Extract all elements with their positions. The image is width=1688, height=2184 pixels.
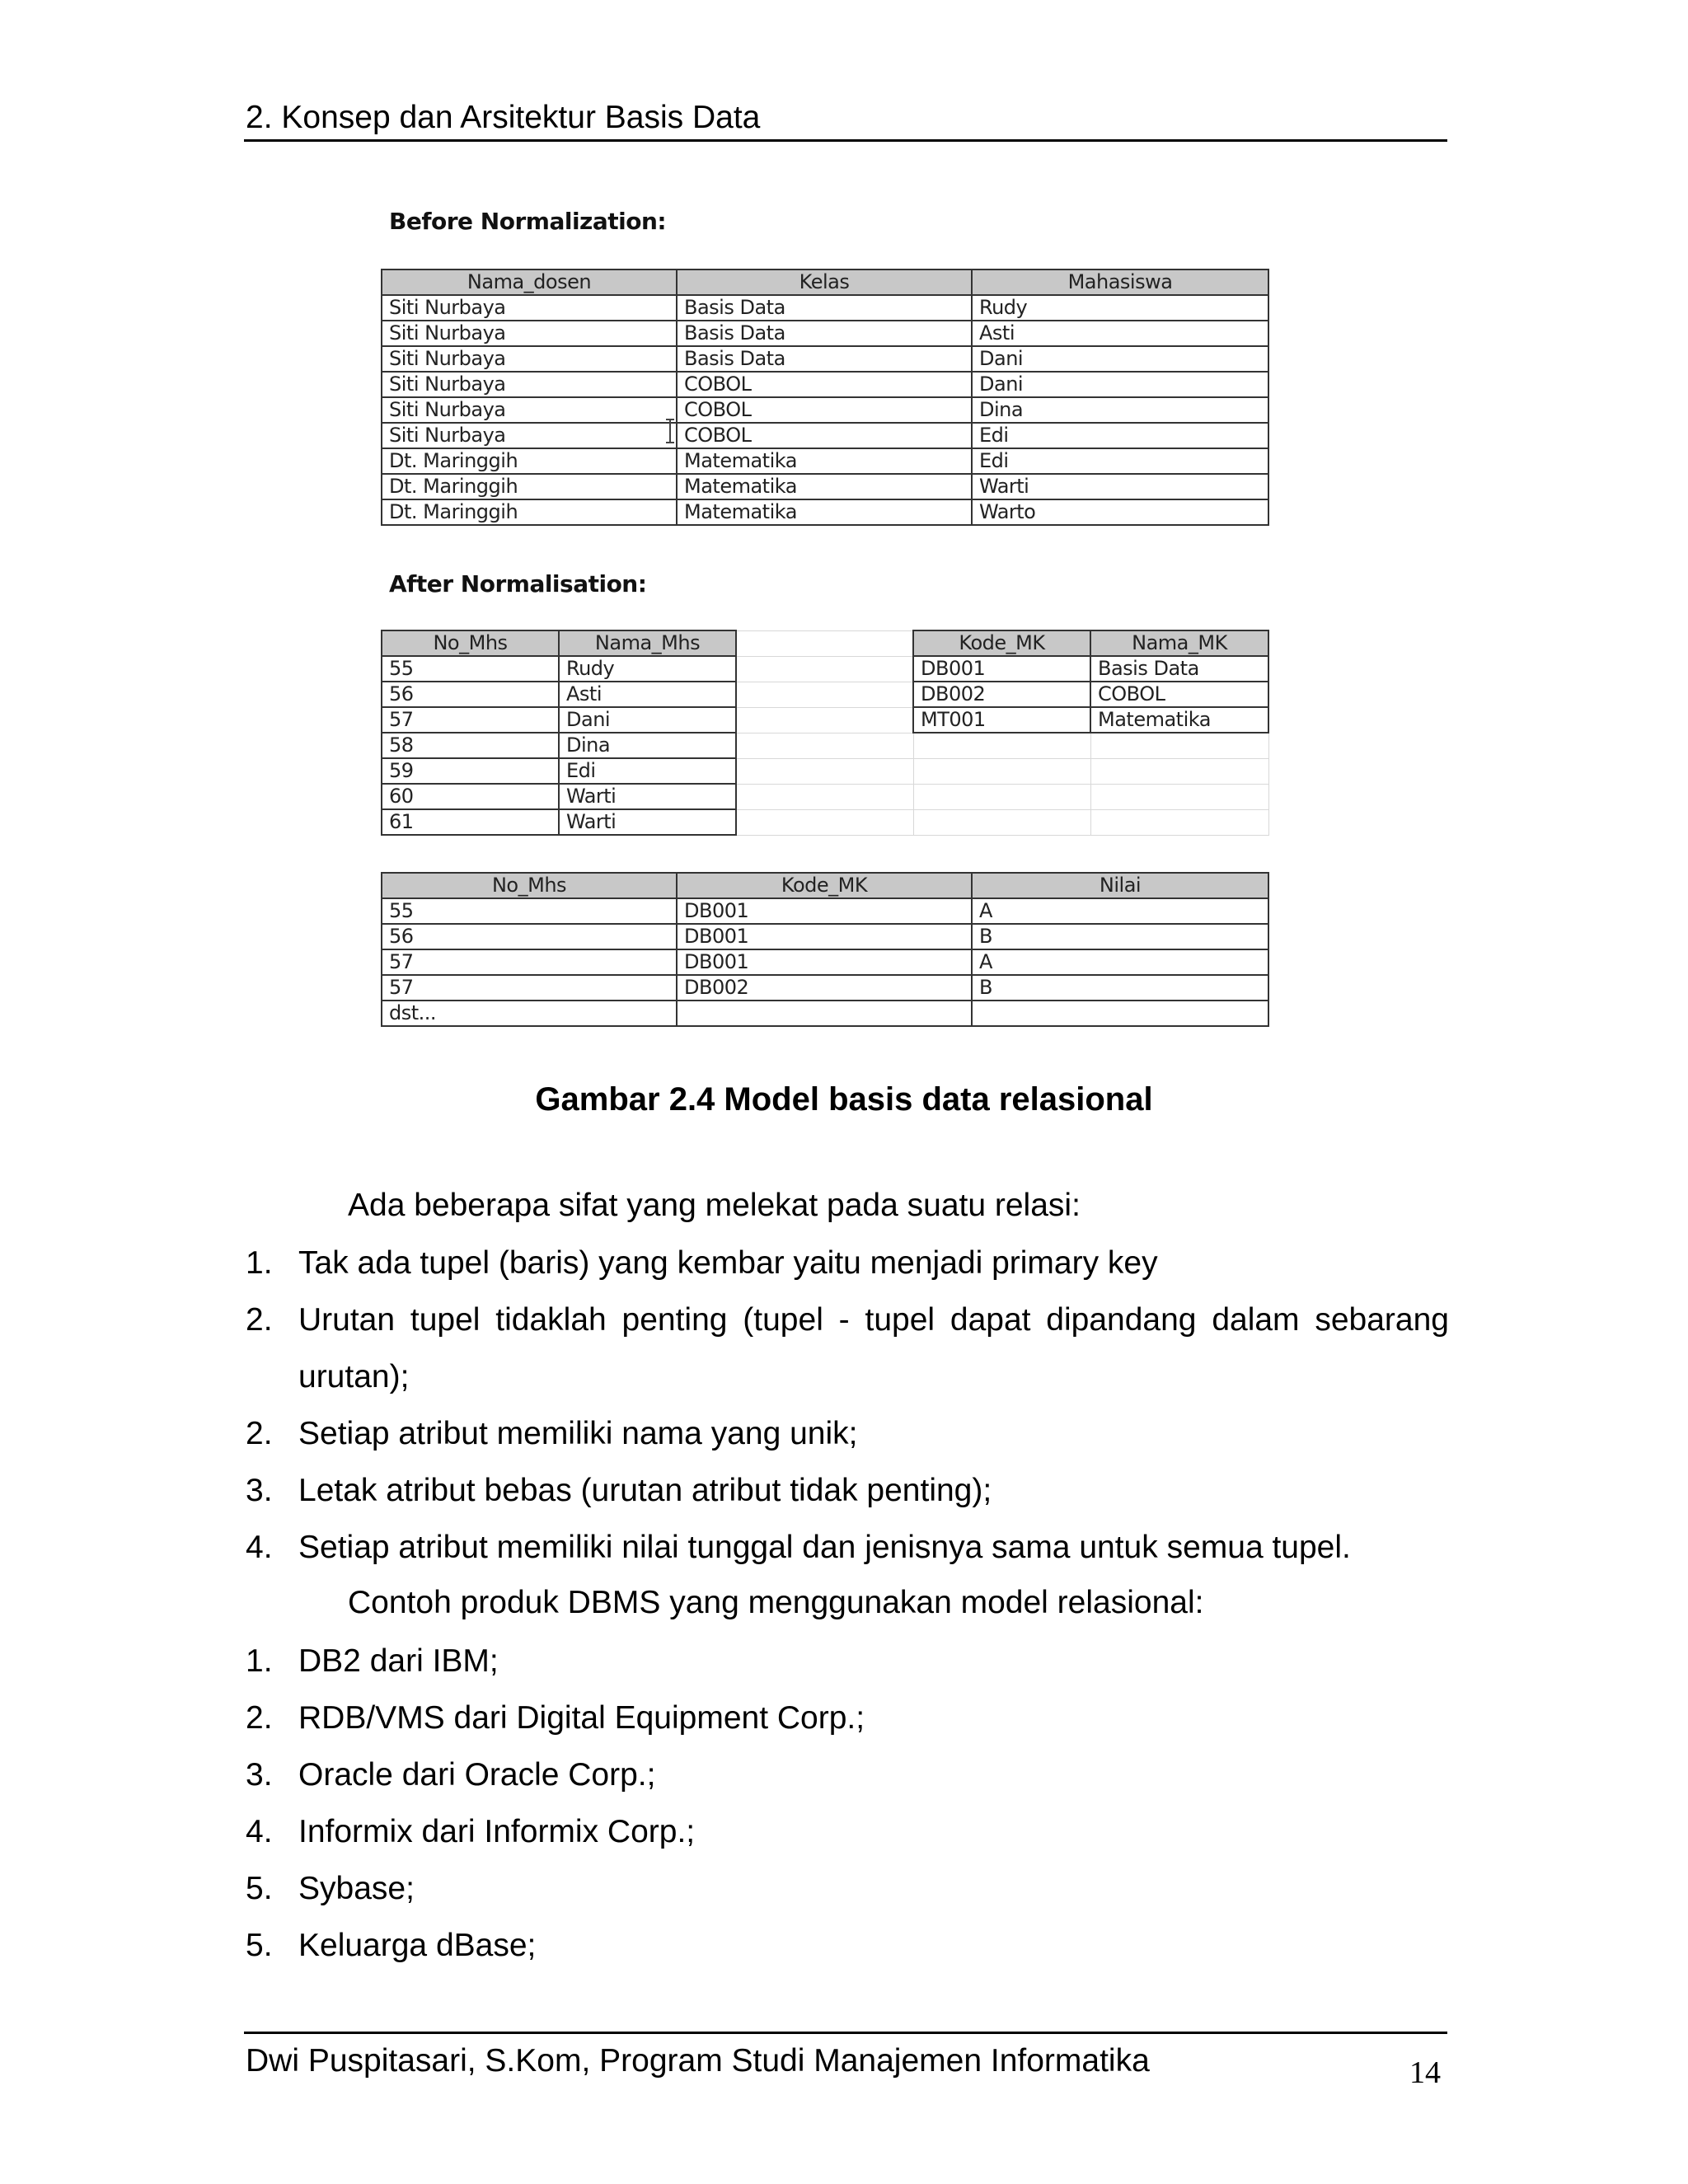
table-cell: Basis Data (677, 346, 972, 372)
spacer-cell (736, 758, 913, 784)
table-cell: Warti (559, 784, 736, 809)
table-row (382, 949, 1268, 975)
table-cell: Matematika (677, 448, 972, 474)
table-cell: Dina (559, 733, 736, 758)
table-row (382, 1001, 1268, 1026)
table-cell: Dani (972, 372, 1268, 397)
spacer-cell (913, 758, 1090, 784)
table-cell: 57 (382, 707, 559, 733)
table-cell: Matematika (1090, 707, 1268, 733)
list-text: Sybase; (298, 1871, 415, 1906)
table-cell: dst... (382, 1001, 677, 1026)
table-cell: Siti Nurbaya (382, 372, 677, 397)
spacer-cell (736, 809, 913, 835)
table-header-row (382, 873, 1268, 898)
column-header: Kelas (677, 269, 972, 295)
table-cell: Edi (972, 423, 1268, 448)
list-number: 2. (246, 1302, 273, 1338)
table-row (382, 758, 1268, 784)
table-cell: Siti Nurbaya (382, 295, 677, 321)
list-text: Keluarga dBase; (298, 1928, 537, 1963)
table-cell (677, 1001, 972, 1026)
table-cell: 57 (382, 949, 677, 975)
column-header: Nilai (972, 873, 1268, 898)
column-header: Kode_MK (913, 630, 1090, 656)
table-cell: COBOL (677, 372, 972, 397)
list-number: 5. (246, 1928, 273, 1963)
list-number: 1. (246, 1643, 273, 1679)
spacer-cell (1090, 809, 1268, 835)
footer-author: Dwi Puspitasari, S.Kom, Program Studi Manajemen Informatika (246, 2043, 1150, 2079)
table-row (382, 474, 1268, 499)
spacer-cell (1090, 784, 1268, 809)
spacer-cell (736, 733, 913, 758)
list-item (246, 1917, 1449, 1974)
list-text: Tak ada tupel (baris) yang kembar yaitu menjadi primary key (298, 1245, 1158, 1281)
column-header: Nama_MK (1090, 630, 1268, 656)
list-item (246, 1803, 1449, 1860)
spacer-cell (913, 809, 1090, 835)
table-row (382, 423, 1268, 448)
list-number: 5. (246, 1871, 273, 1906)
table-cell: Dt. Maringgih (382, 474, 677, 499)
list-text: Letak atribut bebas (urutan atribut tidak penting); (298, 1473, 992, 1508)
header-divider (244, 139, 1447, 142)
table-cell: A (972, 949, 1268, 975)
spacer-cell (913, 784, 1090, 809)
table-cell: Rudy (972, 295, 1268, 321)
table-row (382, 656, 1268, 682)
list-text: RDB/VMS dari Digital Equipment Corp.; (298, 1700, 865, 1736)
table-cell: Siti Nurbaya (382, 321, 677, 346)
list-item (246, 1405, 1449, 1462)
column-header: No_Mhs (382, 630, 559, 656)
list-text: DB2 dari IBM; (298, 1643, 499, 1679)
list-text: Oracle dari Oracle Corp.; (298, 1757, 656, 1793)
table-cell: Dt. Maringgih (382, 448, 677, 474)
table-cell: Matematika (677, 499, 972, 525)
column-header: Nama_dosen (382, 269, 677, 295)
list-text: Urutan tupel tidaklah penting (tupel - tupel dapat dipandang dalam sebarang urutan); (298, 1302, 1449, 1394)
table-row (382, 733, 1268, 758)
table-row (382, 898, 1268, 924)
relation-properties-intro: Ada beberapa sifat yang melekat pada suatu relasi: (348, 1188, 1081, 1223)
table-cell: DB001 (677, 898, 972, 924)
table-header-row (382, 269, 1268, 295)
table-row (382, 707, 1268, 733)
spacer-cell (736, 784, 913, 809)
table-cell: COBOL (677, 423, 972, 448)
table-cell: Siti Nurbaya (382, 423, 677, 448)
list-item (246, 1462, 1449, 1519)
table-cell: Asti (559, 682, 736, 707)
table-cell: DB002 (677, 975, 972, 1001)
table-cell: Dani (559, 707, 736, 733)
table-cell: 57 (382, 975, 677, 1001)
table-row (382, 346, 1268, 372)
dbms-products-intro: Contoh produk DBMS yang menggunakan model relasional: (348, 1585, 1204, 1620)
table-cell: Edi (972, 448, 1268, 474)
before-normalization-label: Before Normalization: (389, 208, 667, 235)
table-cell: 61 (382, 809, 559, 835)
table-cell: Siti Nurbaya (382, 346, 677, 372)
table-cell: Basis Data (677, 295, 972, 321)
table-cell: 56 (382, 682, 559, 707)
table-cell: 60 (382, 784, 559, 809)
spacer-cell (736, 630, 913, 656)
table-cell: Dani (972, 346, 1268, 372)
table-cell: DB001 (913, 656, 1090, 682)
table-cell (972, 1001, 1268, 1026)
list-number: 4. (246, 1814, 273, 1849)
table-cell: 58 (382, 733, 559, 758)
table-cell: Asti (972, 321, 1268, 346)
table-row (382, 321, 1268, 346)
table-row (382, 499, 1268, 525)
table-cell: Basis Data (1090, 656, 1268, 682)
table-cell: Siti Nurbaya (382, 397, 677, 423)
table-cell: Edi (559, 758, 736, 784)
table-cell: Dt. Maringgih (382, 499, 677, 525)
table-row (382, 448, 1268, 474)
spacer-cell (913, 733, 1090, 758)
table-cell: Basis Data (677, 321, 972, 346)
list-number: 2. (246, 1700, 273, 1736)
list-item (246, 1519, 1449, 1576)
list-number: 2. (246, 1416, 273, 1451)
list-item (246, 1235, 1449, 1291)
after-normalisation-label: After Normalisation: (389, 570, 647, 598)
list-item (246, 1291, 1449, 1405)
table-cell: MT001 (913, 707, 1090, 733)
table-row (382, 809, 1268, 835)
table-cell: Warti (972, 474, 1268, 499)
table-cell: B (972, 924, 1268, 949)
nilai-table (381, 872, 1269, 1027)
table-cell: 55 (382, 898, 677, 924)
list-item (246, 1690, 1449, 1746)
list-item (246, 1746, 1449, 1803)
spacer-cell (736, 682, 913, 707)
list-number: 3. (246, 1473, 273, 1508)
table-cell: COBOL (1090, 682, 1268, 707)
table-header-row (382, 630, 1268, 656)
table-cell: B (972, 975, 1268, 1001)
table-cell: COBOL (677, 397, 972, 423)
list-text: Setiap atribut memiliki nama yang unik; (298, 1416, 858, 1451)
table-row (382, 372, 1268, 397)
column-header: Mahasiswa (972, 269, 1268, 295)
table-cell: Rudy (559, 656, 736, 682)
footer-divider (244, 2032, 1447, 2034)
column-header: No_Mhs (382, 873, 677, 898)
list-item (246, 1860, 1449, 1917)
list-number: 1. (246, 1245, 273, 1281)
table-cell: DB001 (677, 924, 972, 949)
column-header: Nama_Mhs (559, 630, 736, 656)
spacer-cell (1090, 758, 1268, 784)
before-normalization-table (381, 269, 1269, 526)
page-number: 14 (1409, 2055, 1441, 2090)
list-text: Setiap atribut memiliki nilai tunggal dan jenisnya sama untuk semua tupel. (298, 1530, 1351, 1565)
table-cell: 59 (382, 758, 559, 784)
table-cell: DB002 (913, 682, 1090, 707)
table-cell: Dina (972, 397, 1268, 423)
column-header: Kode_MK (677, 873, 972, 898)
list-item (246, 1633, 1449, 1690)
table-cell: Warti (559, 809, 736, 835)
table-row (382, 924, 1268, 949)
text-cursor-icon (664, 419, 676, 443)
table-cell: A (972, 898, 1268, 924)
table-cell: Matematika (677, 474, 972, 499)
table-row (382, 682, 1268, 707)
list-number: 4. (246, 1530, 273, 1565)
table-cell: 55 (382, 656, 559, 682)
spacer-cell (736, 707, 913, 733)
table-row (382, 397, 1268, 423)
list-number: 3. (246, 1757, 273, 1793)
table-cell: 56 (382, 924, 677, 949)
chapter-title: 2. Konsep dan Arsitektur Basis Data (246, 100, 761, 135)
table-cell: Warto (972, 499, 1268, 525)
table-cell: DB001 (677, 949, 972, 975)
spacer-cell (736, 656, 913, 682)
table-row (382, 975, 1268, 1001)
list-text: Informix dari Informix Corp.; (298, 1814, 696, 1849)
figure-caption: Gambar 2.4 Model basis data relasional (535, 1081, 1153, 1118)
spacer-cell (1090, 733, 1268, 758)
after-normalisation-tables (381, 630, 1269, 836)
table-row (382, 784, 1268, 809)
table-row (382, 295, 1268, 321)
